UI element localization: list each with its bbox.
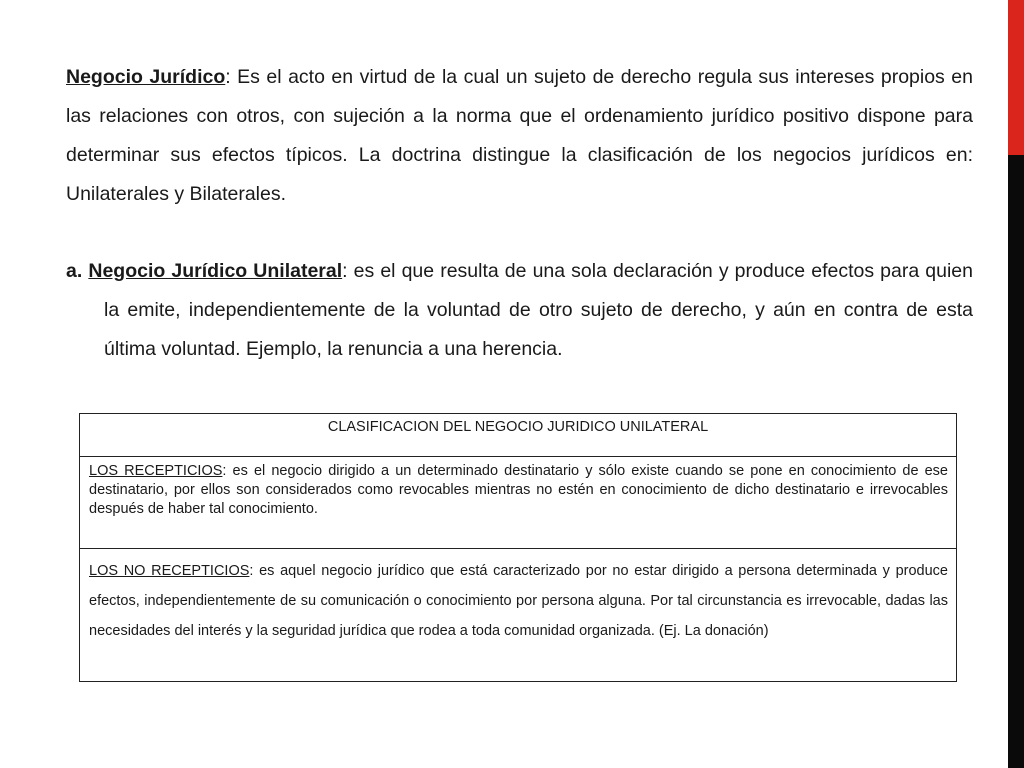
- no-recepticios-term: LOS NO RECEPTICIOS: [89, 563, 250, 579]
- table-row-no-recepticios: [80, 549, 956, 646]
- intro-text: : Es el acto en virtud de la cual un sujeto de derecho regula sus intereses propios en las relaciones con otros, con sujeción a la norma que el ordenamiento jurídico positivo dispone para determinar sus efectos típicos. La doctrina distingue la clasificación de los negocios jurídicos en: Unilaterales y Bilaterales.: [66, 66, 973, 205]
- recepticios-term: LOS RECEPTICIOS: [89, 463, 223, 479]
- table-row-recepticios: [80, 457, 956, 549]
- item-marker: a.: [66, 260, 83, 282]
- unilateral-text: : es el que resulta de una sola declaración y produce efectos para quien la emite, independientemente de la voluntad de otro sujeto de derecho, y aún en contra de esta última voluntad. Ejemplo, la renuncia a una herencia.: [104, 260, 973, 360]
- accent-bar-red: [1008, 0, 1024, 155]
- intro-paragraph: [66, 58, 973, 214]
- table-title: CLASIFICACION DEL NEGOCIO JURIDICO UNILATERAL: [80, 414, 956, 457]
- unilateral-paragraph: [66, 252, 973, 369]
- intro-term: Negocio Jurídico: [66, 66, 226, 88]
- recepticios-text: : es el negocio dirigido a un determinado destinatario y sólo existe cuando se pone en conocimiento de ese destinatario, por ellos son considerados como revocables mientras no estén en conocimiento de dicho destinatario e irrevocables después de haber tal conocimiento.: [89, 463, 948, 517]
- classification-table: [79, 413, 957, 682]
- no-recepticios-text: : es aquel negocio jurídico que está caracterizado por no estar dirigido a persona determinada y produce efectos, independientemente de su comunicación o conocimiento por persona alguna. Por tal circunstancia es irrevocable, dadas las necesidades del interés y la seguridad jurídica que rodea a toda comunidad organizada. (Ej. La donación): [89, 563, 948, 639]
- accent-bar-black: [1008, 155, 1024, 768]
- unilateral-term: Negocio Jurídico Unilateral: [88, 260, 343, 282]
